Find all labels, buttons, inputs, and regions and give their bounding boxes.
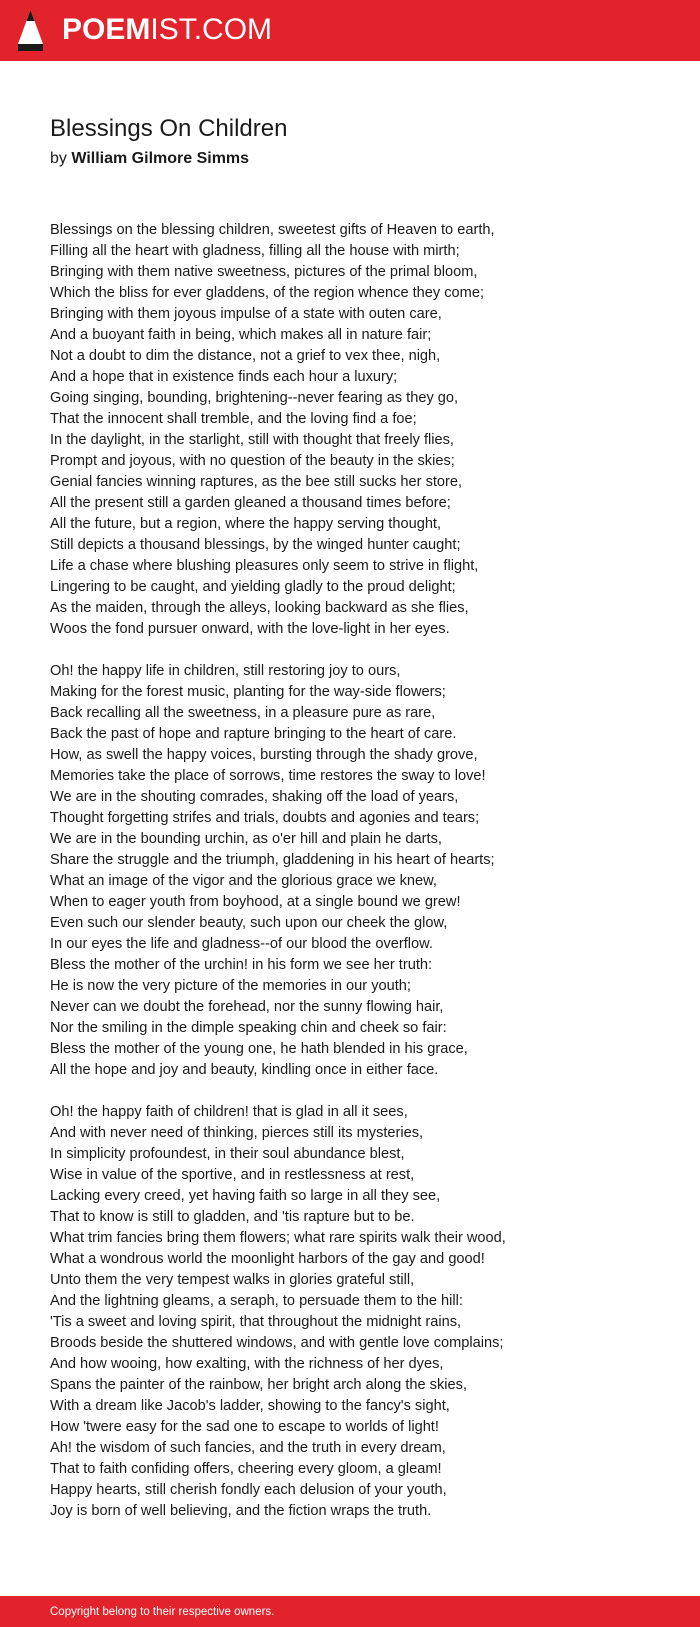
poem-line: 'Tis a sweet and loving spirit, that throughout the midnight rains, xyxy=(50,1314,462,1330)
poem-line: Filling all the heart with gladness, filling all the house with mirth; xyxy=(50,243,460,259)
poem-line: Ah! the wisdom of such fancies, and the truth in every dream, xyxy=(50,1440,446,1456)
site-footer xyxy=(0,1596,700,1627)
poem-line: Woos the fond pursuer onward, with the love-light in her eyes. xyxy=(50,621,450,637)
poem-line: And a hope that in existence finds each hour a luxury; xyxy=(50,369,398,385)
poem-line: Prompt and joyous, with no question of the beauty in the skies; xyxy=(50,453,455,469)
poem-line: Back recalling all the sweetness, in a pleasure pure as rare, xyxy=(50,705,436,721)
poem-line: Still depicts a thousand blessings, by the winged hunter caught; xyxy=(50,537,461,553)
poem-line: Making for the forest music, planting for the way-side flowers; xyxy=(50,684,446,700)
poem-line: That to faith confiding offers, cheering every gloom, a gleam! xyxy=(50,1461,442,1477)
poem-line: Even such our slender beauty, such upon our cheek the glow, xyxy=(50,915,448,931)
poem-line: Spans the painter of the rainbow, her bright arch along the skies, xyxy=(50,1377,467,1393)
poem-line: In simplicity profoundest, in their soul abundance blest, xyxy=(50,1146,405,1162)
poem-line: Life a chase where blushing pleasures only seem to strive in flight, xyxy=(50,558,479,574)
poem-line: Never can we doubt the forehead, nor the sunny flowing hair, xyxy=(50,999,444,1015)
stanza xyxy=(50,1102,670,1522)
poem-line: He is now the very picture of the memories in our youth; xyxy=(50,978,411,994)
poem-line: That the innocent shall tremble, and the loving find a foe; xyxy=(50,411,417,427)
poem-line: Bringing with them native sweetness, pictures of the primal bloom, xyxy=(50,264,478,280)
poem-line: Bless the mother of the young one, he hath blended in his grace, xyxy=(50,1041,468,1057)
poem-author[interactable]: William Gilmore Simms xyxy=(71,150,250,167)
poem-line: Lingering to be caught, and yielding gladly to the proud delight; xyxy=(50,579,456,595)
poem-line: All the hope and joy and beauty, kindling once in either face. xyxy=(50,1062,439,1078)
poem-line: And how wooing, how exalting, with the richness of her dyes, xyxy=(50,1356,444,1372)
poem-line: Not a doubt to dim the distance, not a grief to vex thee, nigh, xyxy=(50,348,441,364)
poem-title: Blessings On Children xyxy=(50,115,288,142)
poem-line: And with never need of thinking, pierces still its mysteries, xyxy=(50,1125,424,1141)
logo-light-text: IST.COM xyxy=(150,13,273,46)
poem-line: Oh! the happy faith of children! that is glad in all it sees, xyxy=(50,1104,408,1120)
poem-line: Unto them the very tempest walks in glories grateful still, xyxy=(50,1272,415,1288)
poem-line: Nor the smiling in the dimple speaking chin and cheek so fair: xyxy=(50,1020,447,1036)
site-logo[interactable] xyxy=(62,12,272,48)
poem-line: And a buoyant faith in being, which makes all in nature fair; xyxy=(50,327,432,343)
poem-line: Genial fancies winning raptures, as the bee still sucks her store, xyxy=(50,474,463,490)
byline xyxy=(50,148,249,170)
poem-line: Going singing, bounding, brightening--never fearing as they go, xyxy=(50,390,459,406)
poem-line: Share the struggle and the triumph, gladdening in his heart of hearts; xyxy=(50,852,495,868)
poem-line: Back the past of hope and rapture bringing to the heart of care. xyxy=(50,726,457,742)
by-label: by xyxy=(50,150,67,167)
poem-line: In our eyes the life and gladness--of our blood the overflow. xyxy=(50,936,433,952)
poem-line: Lacking every creed, yet having faith so large in all they see, xyxy=(50,1188,441,1204)
stanza xyxy=(50,220,670,640)
poem-line: Oh! the happy life in children, still restoring joy to ours, xyxy=(50,663,401,679)
poem-line: That to know is still to gladden, and 'tis rapture but to be. xyxy=(50,1209,415,1225)
poem-line: Thought forgetting strifes and trials, doubts and agonies and tears; xyxy=(50,810,480,826)
poem-line: When to eager youth from boyhood, at a single bound we grew! xyxy=(50,894,461,910)
poem-line: What trim fancies bring them flowers; what rare spirits walk their wood, xyxy=(50,1230,506,1246)
pencil-icon[interactable] xyxy=(18,10,43,51)
poem-line: We are in the bounding urchin, as o'er hill and plain he darts, xyxy=(50,831,442,847)
copyright-text: Copyright belong to their respective owners. xyxy=(50,1606,275,1618)
site-header xyxy=(0,0,700,61)
poem-line: How, as swell the happy voices, bursting through the shady grove, xyxy=(50,747,478,763)
logo-bold-text: POEM xyxy=(62,13,151,46)
poem-line: Blessings on the blessing children, sweetest gifts of Heaven to earth, xyxy=(50,222,495,238)
poem-line: All the present still a garden gleaned a thousand times before; xyxy=(50,495,451,511)
poem-line: In the daylight, in the starlight, still with thought that freely flies, xyxy=(50,432,454,448)
poem-line: Bringing with them joyous impulse of a state with outen care, xyxy=(50,306,442,322)
poem-line: Broods beside the shuttered windows, and with gentle love complains; xyxy=(50,1335,504,1351)
poem-line: What an image of the vigor and the glorious grace we knew, xyxy=(50,873,437,889)
poem-line: Memories take the place of sorrows, time restores the sway to love! xyxy=(50,768,486,784)
poem-line: What a wondrous world the moonlight harbors of the gay and good! xyxy=(50,1251,485,1267)
poem-line: How 'twere easy for the sad one to escape to worlds of light! xyxy=(50,1419,439,1435)
poem-line: And the lightning gleams, a seraph, to persuade them to the hill: xyxy=(50,1293,463,1309)
poem-line: Wise in value of the sportive, and in restlessness at rest, xyxy=(50,1167,415,1183)
poem-line: As the maiden, through the alleys, looking backward as she flies, xyxy=(50,600,469,616)
poem-line: With a dream like Jacob's ladder, showing to the fancy's sight, xyxy=(50,1398,450,1414)
poem-line: Happy hearts, still cherish fondly each delusion of your youth, xyxy=(50,1482,447,1498)
poem-line: Bless the mother of the urchin! in his form we see her truth: xyxy=(50,957,433,973)
poem-body xyxy=(50,220,670,1543)
poem-line: Which the bliss for ever gladdens, of the region whence they come; xyxy=(50,285,484,301)
stanza xyxy=(50,661,670,1081)
poem-line: We are in the shouting comrades, shaking off the load of years, xyxy=(50,789,459,805)
poem-line: All the future, but a region, where the happy serving thought, xyxy=(50,516,442,532)
poem-line: Joy is born of well believing, and the fiction wraps the truth. xyxy=(50,1503,432,1519)
